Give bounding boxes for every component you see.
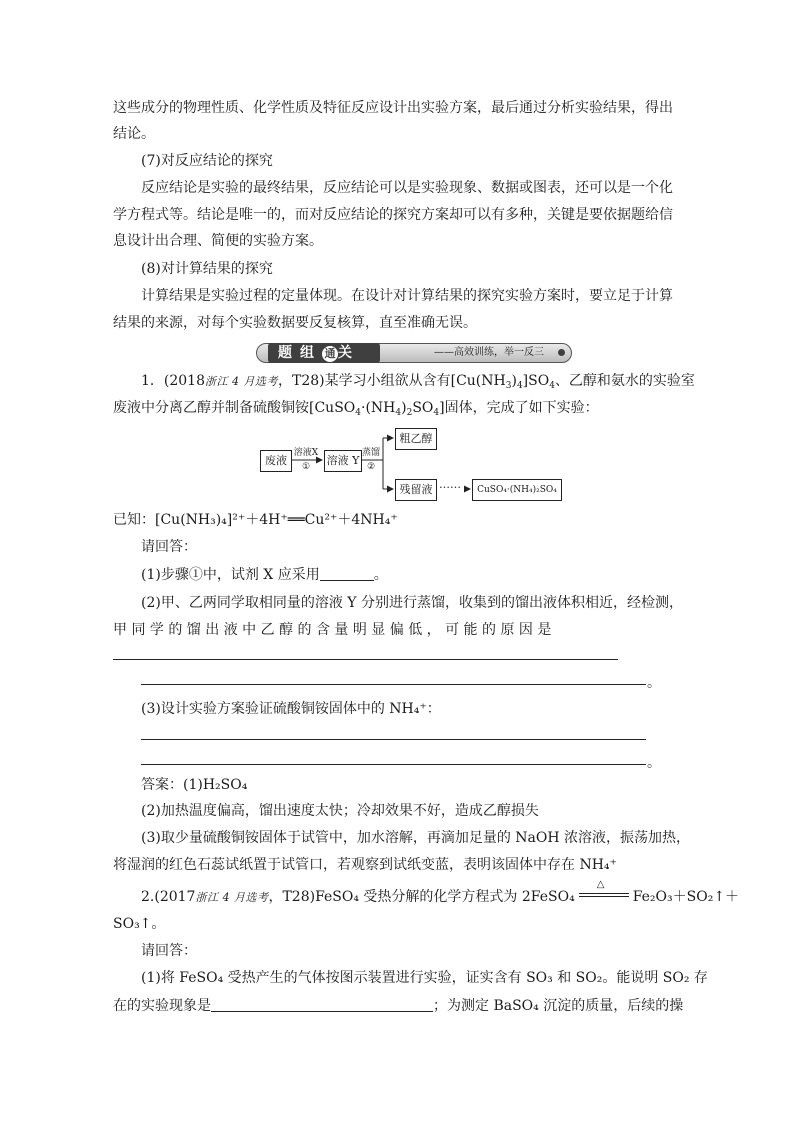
answer-3: 将湿润的红色石蕊试纸置于试管口，若观察到试纸变蓝，表明该固体中存在 NH₄⁺ [113, 857, 617, 873]
prompt-text: 请回答： [141, 539, 197, 555]
section-heading: (8)对计算结果的探究 [141, 261, 273, 277]
flow-label-reagent: 溶液X [293, 448, 319, 458]
banner-slogan: ——高效训练，举一反三 [434, 347, 544, 358]
known-condition: 已知：[Cu(NH₃)₄]²⁺＋4H⁺══Cu²⁺＋4NH₄⁺ [113, 512, 398, 528]
answer-3: (3)取少量硫酸铜铵固体于试管中，加水溶解，再滴加足量的 NaOH 浓溶液，振荡加热， [141, 830, 691, 846]
paragraph-line: 反应结论是实验的最终结果，反应结论可以是实验现象、数据或图表，还可以是一个化 [141, 180, 673, 196]
exam-source: 浙江 4 月选考 [205, 375, 278, 388]
paragraph-line: 结果的来源，对每个实验数据要反复核算，直至准确无误。 [113, 315, 477, 331]
banner-badge: 通 [322, 346, 338, 362]
flow-label-step1: ① [301, 462, 311, 472]
answer-1: 答案：(1)H₂SO₄ [141, 777, 248, 793]
question-2-line: 2.(2017浙江 4 月选考，T28)FeSO₄ 受热分解的化学方程式为 2FeSO₄ △ Fe₂O₃＋SO₂↑＋ [141, 887, 739, 908]
paragraph-line: 息设计出合理、简便的实验方案。 [113, 233, 323, 249]
answer-line[interactable] [141, 739, 646, 740]
flow-box-product: CuSO₄·(NH₄)₂SO₄ [472, 479, 562, 501]
flow-label-distill: 蒸馏 [361, 448, 380, 458]
answer-line[interactable] [113, 659, 618, 660]
exam-source: 浙江 4 月选考 [195, 891, 269, 904]
period: 。 [647, 755, 661, 771]
answer-blank[interactable] [211, 997, 433, 1012]
flow-box-residue: 残留液 [395, 479, 437, 501]
flow-box-crude-ethanol: 粗乙醇 [395, 428, 437, 450]
prompt-text: 请回答： [141, 943, 197, 959]
question-1-part-2: 甲 同 学 的 馏 出 液 中 乙 醇 的 含 量 明 显 偏 低 ， 可 能 的 原 因 是 [113, 622, 552, 638]
paragraph-line: 结论。 [113, 126, 155, 142]
flow-label-step2: ② [366, 462, 376, 472]
question-2-line: SO₃↑。 [113, 916, 166, 932]
period: 。 [647, 675, 661, 691]
heat-symbol: △ [596, 879, 605, 890]
question-2-part-1: (1)将 FeSO₄ 受热产生的气体按图示装置进行实验，证实含有 SO₃ 和 SO₂。能说明 SO₂ 存 [141, 970, 708, 986]
question-1-part-1: (1)步骤①中，试剂 X 应采用 。 [141, 567, 388, 583]
answer-line[interactable] [141, 684, 646, 685]
question-2-part-1: 在的实验现象是 ；为测定 BaSO₄ 沉淀的质量，后续的操 [113, 998, 684, 1014]
banner-title: 题组 通 关 [278, 345, 360, 361]
paragraph-line: 这些成分的物理性质、化学性质及特征反应设计出实验方案，最后通过分析实验结果，得出 [113, 100, 673, 116]
flow-dots: …… [439, 478, 461, 491]
flow-box-solution-y: 溶液 Y [324, 450, 362, 472]
paragraph-line: 学方程式等。结论是唯一的，而对反应结论的探究方案却可以有多种，关键是要依据题给信 [113, 207, 673, 223]
section-heading: (7)对反应结论的探究 [141, 153, 273, 169]
answer-line[interactable] [141, 764, 646, 765]
answer-2: (2)加热温度偏高，馏出速度太快；冷却效果不好，造成乙醇损失 [141, 803, 539, 819]
answer-blank[interactable] [320, 566, 374, 581]
paragraph-line: 计算结果是实验过程的定量体现。在设计对计算结果的探究实验方案时，要立足于计算 [141, 288, 673, 304]
flow-box-waste: 废液 [260, 450, 292, 472]
question-1-line: 1．(2018浙江 4 月选考，T28)某学习小组欲从含有$[Cu(NH_3)_4]SO_4$、乙醇和氨水的实验室 [141, 373, 695, 391]
reaction-arrow [575, 879, 633, 901]
question-1-line: 废液中分离乙醇并制备硫酸铜铵$[CuSO_4\cdot(NH_4)_2SO_4]$固体，完成了如下实验： [113, 400, 599, 418]
question-1-part-3: (3)设计实验方案验证硫酸铜铵固体中的 NH₄⁺： [141, 701, 441, 717]
question-1-part-2: (2)甲、乙两同学取相同量的溶液 Y 分别进行蒸馏，收集到的馏出液体积相近，经检测， [141, 595, 683, 611]
